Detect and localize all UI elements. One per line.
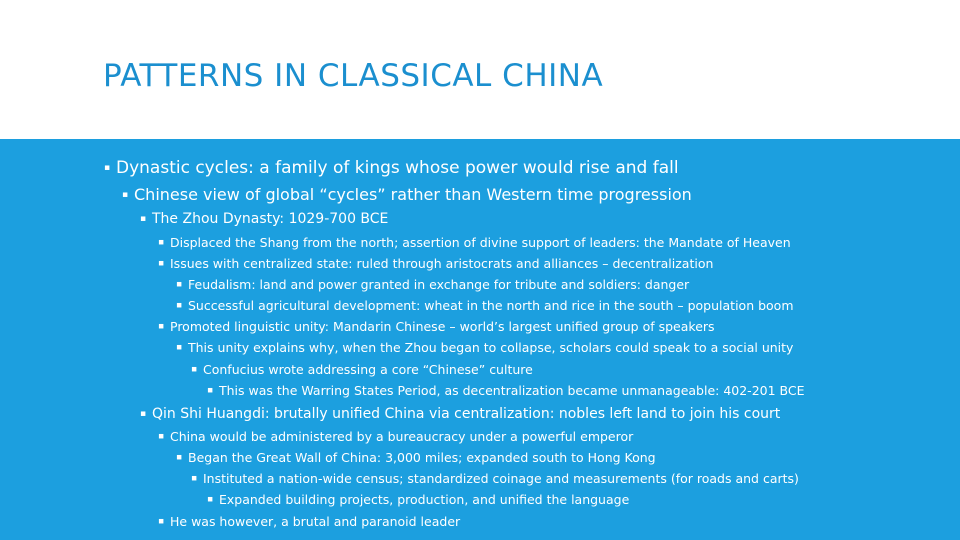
bullet-item	[158, 428, 634, 445]
bullet-item	[104, 157, 679, 179]
bullet-text: Qin Shi Huangdi: brutally unified China via centralization: nobles left land to join his court	[152, 406, 781, 422]
bullet-text: Expanded building projects, production, and unified the language	[219, 492, 630, 507]
bullet-marker-icon: ▪	[158, 516, 165, 526]
bullet-marker-icon: ▪	[176, 279, 183, 289]
bullet-text: Chinese view of global “cycles” rather than Western time progression	[134, 185, 692, 204]
bullet-text: This was the Warring States Period, as decentralization became unmanageable: 402-201 BCE	[219, 383, 805, 398]
bullet-item	[176, 449, 656, 466]
bullet-marker-icon: ▪	[158, 258, 165, 268]
bullet-marker-icon: ▪	[122, 190, 129, 200]
bullet-item	[207, 382, 805, 399]
bullet-marker-icon: ▪	[158, 321, 165, 331]
bullet-marker-icon: ▪	[176, 300, 183, 310]
bullet-marker-icon: ▪	[158, 431, 165, 441]
bullet-text: Promoted linguistic unity: Mandarin Chinese – world’s largest unified group of speakers	[170, 319, 715, 334]
bullet-item	[176, 297, 794, 314]
bullet-item	[191, 361, 533, 378]
bullet-item	[158, 234, 791, 251]
bullet-text: Began the Great Wall of China: 3,000 miles; expanded south to Hong Kong	[188, 450, 656, 465]
bullet-text: China would be administered by a bureaucracy under a powerful emperor	[170, 429, 634, 444]
bullet-item	[140, 210, 389, 228]
bullet-item	[158, 255, 714, 272]
bullet-text: Instituted a nation-wide census; standardized coinage and measurements (for roads and carts)	[203, 471, 799, 486]
bullet-text: Issues with centralized state: ruled through aristocrats and alliances – decentralization	[170, 256, 714, 271]
bullet-item	[158, 318, 715, 335]
title-band	[0, 0, 960, 139]
bullet-text: Displaced the Shang from the north; assertion of divine support of leaders: the Mandate of Heaven	[170, 235, 791, 250]
bullet-marker-icon: ▪	[191, 364, 198, 374]
bullet-marker-icon: ▪	[207, 494, 214, 504]
bullet-marker-icon: ▪	[176, 342, 183, 352]
bullet-text: Confucius wrote addressing a core “Chinese” culture	[203, 362, 533, 377]
bullet-marker-icon: ▪	[191, 473, 198, 483]
bullet-marker-icon: ▪	[207, 385, 214, 395]
bullet-marker-icon: ▪	[104, 163, 111, 173]
bullet-marker-icon: ▪	[140, 409, 147, 419]
bullet-marker-icon: ▪	[176, 452, 183, 462]
bullet-item	[191, 470, 799, 487]
bullet-item	[207, 491, 630, 508]
bullet-text: Successful agricultural development: wheat in the north and rice in the south – population boom	[188, 298, 794, 313]
bullet-item	[122, 185, 692, 205]
bullet-text: Dynastic cycles: a family of kings whose power would rise and fall	[116, 158, 679, 178]
slide-title: PATTERNS IN CLASSICAL CHINA	[103, 58, 604, 94]
bullet-marker-icon: ▪	[140, 214, 147, 224]
bullet-text: He was however, a brutal and paranoid leader	[170, 514, 461, 529]
bullet-item	[140, 404, 781, 424]
bullet-item	[176, 276, 690, 293]
bullet-marker-icon: ▪	[158, 237, 165, 247]
content-area	[0, 139, 960, 540]
bullet-item	[176, 339, 794, 356]
bullet-item	[158, 513, 461, 530]
bullet-text: This unity explains why, when the Zhou began to collapse, scholars could speak to a social unity	[188, 340, 794, 355]
bullet-text: The Zhou Dynasty: 1029-700 BCE	[152, 211, 389, 227]
bullet-text: Feudalism: land and power granted in exchange for tribute and soldiers: danger	[188, 277, 690, 292]
